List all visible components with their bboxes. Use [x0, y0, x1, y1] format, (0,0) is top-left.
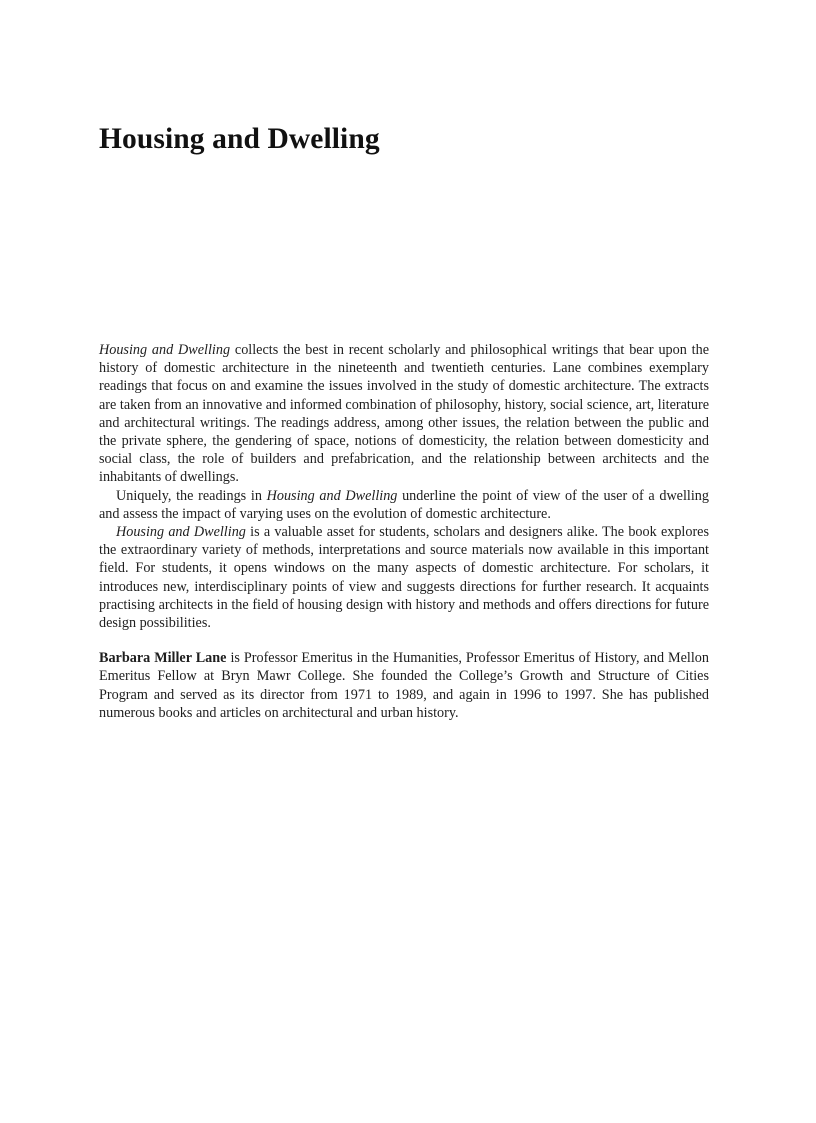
book-title-italic: Housing and Dwelling: [266, 487, 398, 504]
book-title-italic: Housing and Dwelling: [99, 342, 231, 358]
description-paragraph-3: [99, 523, 709, 632]
page-title: Housing and Dwelling: [99, 123, 380, 155]
paragraph-text: Uniquely, the readings in: [116, 487, 267, 504]
author-name: Barbara Miller Lane: [99, 650, 227, 667]
book-title-italic: Housing and Dwelling: [116, 524, 246, 541]
section-spacer: [99, 632, 709, 649]
paragraph-text: is a valuable asset for students, scholars and designers alike. The book explores the extraordinary variety of methods, interpretations and source materials now available in this important field. For students, it opens windows on the many aspects of domestic architecture. For scholars, it introduces new, interdisciplinary points of view and suggests directions for further research. It acquaints practising architects in the field of housing design with history and methods and offers directions for future design possibilities.: [99, 524, 710, 632]
description-paragraph-2: [99, 487, 709, 523]
paragraph-text: underline the point of view of the user of a dwelling and assess the impact of varying uses on the evolution of domestic architecture.: [99, 487, 709, 522]
author-bio-text: is Professor Emeritus in the Humanities, Professor Emeritus of History, and Mellon Emeritus Fellow at Bryn Mawr College. She founded the College’s Growth and Structure of Cities Program and served as its director from 1971 to 1989, and again in 1996 to 1997. She has published numerous books and articles on architectural and urban history.: [99, 650, 709, 721]
author-bio: [99, 649, 709, 722]
description-paragraph-1: [99, 341, 709, 487]
book-description: [99, 341, 709, 722]
paragraph-text: collects the best in recent scholarly and philosophical writings that bear upon the history of domestic architecture in the nineteenth and twentieth centuries. Lane combines exemplary readings that focus on and examine the issues involved in the study of domestic architecture. The extracts are taken from an innovative and informed combination of philosophy, history, social science, art, literature and architectural writings. The readings address, among other issues, the relation between the public and the private sphere, the gendering of space, notions of domesticity, the relation between domesticity and social class, the role of builders and prefabrication, and the relationship between architects and the inhabitants of dwellings.: [99, 342, 709, 486]
